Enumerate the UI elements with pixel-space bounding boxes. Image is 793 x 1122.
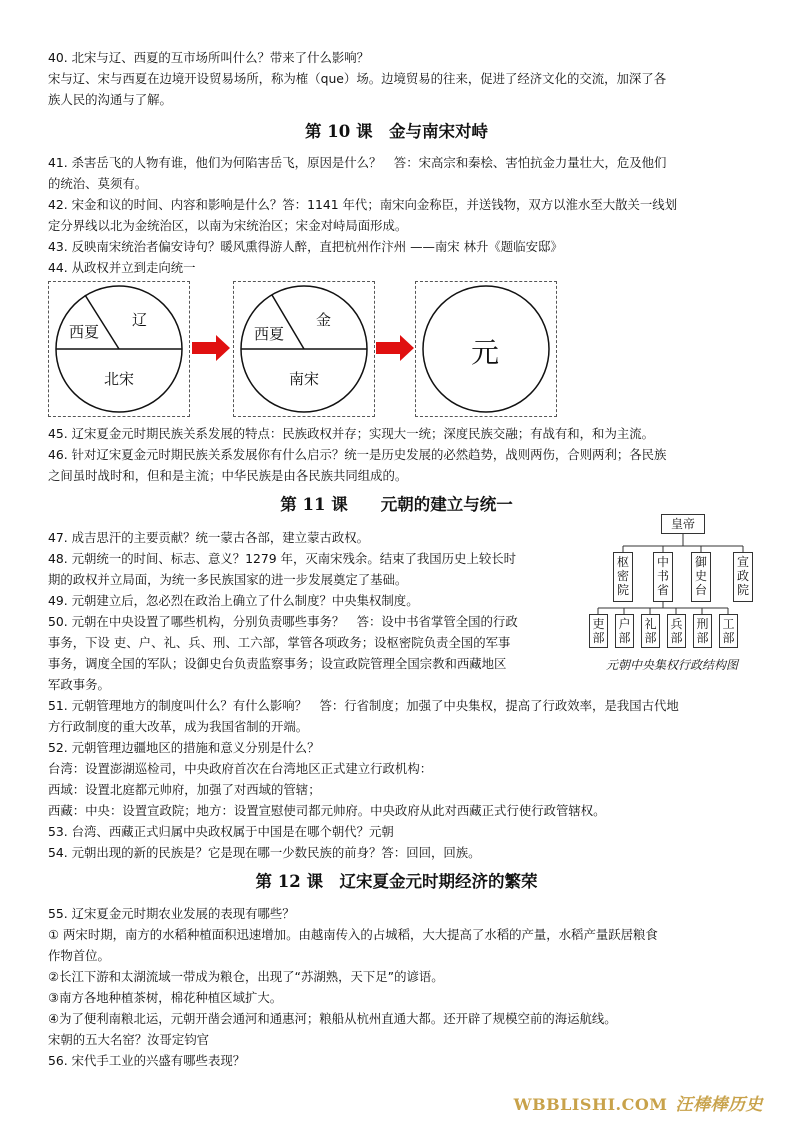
answer-55-2: ②长江下游和太湖流域一带成为粮仓，出现了“苏湖熟，天下足”的谚语。 bbox=[48, 969, 444, 984]
answer-55-3: ③南方各地种植茶树，棉花种植区域扩大。 bbox=[48, 990, 283, 1005]
org-libu-personnel: 吏部 bbox=[589, 614, 608, 648]
org-libu-rites: 礼部 bbox=[641, 614, 660, 648]
org-hubu: 户部 bbox=[615, 614, 634, 648]
question-49: 49. 元朝建立后，忽必烈在政治上确立了什么制度？中央集权制度。 bbox=[48, 593, 419, 608]
question-53: 53. 台湾、西藏正式归属中央政权属于中国是在哪个朝代？元朝 bbox=[48, 824, 394, 839]
question-41-line1: 41. 杀害岳飞的人物有谁，他们为何陷害岳飞，原因是什么？ 答：宋高宗和秦桧、害怕抗金力量壮大，危及他们 bbox=[48, 155, 667, 170]
arrow-right-icon bbox=[192, 335, 232, 361]
diagram-circle-song-liao-xixia bbox=[48, 281, 190, 417]
answer-55-4: ④为了便利南粮北运，元朝开凿会通河和通惠河；粮船从杭州直通大都。还开辟了规模空前的海运航线。 bbox=[48, 1011, 617, 1026]
question-55: 55. 辽宋夏金元时期农业发展的表现有哪些？ bbox=[48, 906, 295, 921]
question-52: 52. 元朝管理边疆地区的措施和意义分别是什么？ bbox=[48, 740, 320, 755]
lesson-12-title: 第 12 课 辽宋夏金元时期经济的繁荣 bbox=[255, 872, 538, 891]
question-45: 45. 辽宋夏金元时期民族关系发展的特点：民族政权并存；实现大一统；深度民族交融；有战有和，和为主流。 bbox=[48, 426, 655, 441]
diagram-circle-yuan bbox=[415, 281, 557, 417]
question-42-line1: 42. 宋金和议的时间、内容和影响是什么？答：1141 年代；南宋向金称臣，并送钱物，双方以淮水至大散关一线划 bbox=[48, 197, 678, 212]
org-xingbu: 刑部 bbox=[693, 614, 712, 648]
question-44: 44. 从政权并立到走向统一 bbox=[48, 260, 196, 275]
question-50-line1: 50. 元朝在中央设置了哪些机构，分别负责哪些事务？ 答：设中书省掌管全国的行政 bbox=[48, 614, 518, 629]
diagram-circle-nansong-jin-xixia bbox=[233, 281, 375, 417]
question-48-line2: 期的政权并立局面，为统一多民族国家的进一步发展奠定了基础。 bbox=[48, 572, 408, 587]
question-51-line1: 51. 元朝管理地方的制度叫什么？有什么影响？ 答：行省制度；加强了中央集权，提高了行政效率，是我国古代地 bbox=[48, 698, 679, 713]
answer-52-xizang: 西藏：中央：设置宣政院；地方：设置宣慰使司都元帅府。中央政府从此对西藏正式行使行政管辖权。 bbox=[48, 803, 606, 818]
answer-52-xiyu: 西域：设置北庭都元帅府，加强了对西域的管辖； bbox=[48, 782, 321, 797]
question-50-line4: 军政事务。 bbox=[48, 677, 110, 692]
question-46-line2: 之间虽时战时和，但和是主流；中华民族是由各民族共同组成的。 bbox=[48, 468, 408, 483]
org-yushitai: 御史台 bbox=[691, 552, 711, 602]
org-gongbu: 工部 bbox=[719, 614, 738, 648]
org-bingbu: 兵部 bbox=[667, 614, 686, 648]
label-xixia-2: 西夏 bbox=[254, 325, 285, 343]
yuan-central-admin-chart bbox=[583, 510, 779, 680]
org-chart-caption: 元朝中央集权行政结构图 bbox=[606, 658, 739, 672]
org-xuanzhengyuan: 宣政院 bbox=[733, 552, 753, 602]
org-zhongshusheng: 中书省 bbox=[653, 552, 673, 602]
lesson-10-title: 第 10 课 金与南宋对峙 bbox=[305, 122, 488, 141]
answer-55-kilns: 宋朝的五大名窑？汝哥定钧官 bbox=[48, 1032, 210, 1047]
question-51-line2: 方行政制度的重大改革，成为我国省制的开端。 bbox=[48, 719, 309, 734]
question-41-line2: 的统治、莫须有。 bbox=[48, 176, 148, 191]
footer-watermark bbox=[514, 1090, 763, 1115]
label-jin: 金 bbox=[316, 311, 332, 329]
question-50-line2: 事务，下设 吏、户、礼、兵、刑、工六部，掌管各项政务；设枢密院负责全国的军事 bbox=[48, 635, 511, 650]
answer-55-1-line2: 作物首位。 bbox=[48, 948, 110, 963]
question-46-line1: 46. 针对辽宋夏金元时期民族关系发展你有什么启示？统一是历史发展的必然趋势，战则两伤，合则两利；各民族 bbox=[48, 447, 667, 462]
answer-40-line1: 宋与辽、宋与西夏在边境开设贸易场所，称为榷（que）场。边境贸易的往来，促进了经济文化的交流，加深了各 bbox=[48, 71, 667, 86]
question-47: 47. 成吉思汗的主要贡献？统一蒙古各部，建立蒙古政权。 bbox=[48, 530, 370, 545]
answer-40-line2: 族人民的沟通与了解。 bbox=[48, 92, 172, 107]
answer-55-1-line1: ① 两宋时期，南方的水稻种植面积迅速增加。由越南传入的占城稻，大大提高了水稻的产量，水稻产量跃居粮食 bbox=[48, 927, 658, 942]
question-56: 56. 宋代手工业的兴盛有哪些表现？ bbox=[48, 1053, 246, 1068]
footer-signature: 汪棒棒历史 bbox=[675, 1095, 763, 1115]
org-shumiyuan: 枢密院 bbox=[613, 552, 633, 602]
question-48-line1: 48. 元朝统一的时间、标志、意义？1279 年，灭南宋残余。结束了我国历史上较长时 bbox=[48, 551, 517, 566]
question-40: 40. 北宋与辽、西夏的互市场所叫什么？带来了什么影响？ bbox=[48, 50, 370, 65]
label-nansong: 南宋 bbox=[289, 370, 320, 388]
question-50-line3: 事务，调度全国的军队；设御史台负责监察事务；设宣政院管理全国宗教和西藏地区 bbox=[48, 656, 507, 671]
label-yuan: 元 bbox=[471, 336, 500, 369]
org-emperor: 皇帝 bbox=[661, 514, 705, 534]
question-54: 54. 元朝出现的新的民族是？它是现在哪一少数民族的前身？答：回回，回族。 bbox=[48, 845, 481, 860]
label-liao: 辽 bbox=[132, 311, 148, 329]
label-xixia-1: 西夏 bbox=[69, 323, 100, 341]
label-beisong: 北宋 bbox=[104, 370, 135, 388]
arrow-right-icon bbox=[376, 335, 416, 361]
question-43: 43. 反映南宋统治者偏安诗句？暖风熏得游人醉，直把杭州作汴州 ——南宋 林升《题临安邸》 bbox=[48, 239, 563, 254]
answer-52-taiwan: 台湾：设置澎湖巡检司，中央政府首次在台湾地区正式建立行政机构： bbox=[48, 761, 433, 776]
lesson-11-title: 第 11 课 元朝的建立与统一 bbox=[280, 495, 513, 514]
footer-site: WBBLISHI.COM bbox=[513, 1095, 668, 1114]
question-42-line2: 定分界线以北为金统治区，以南为宋统治区；宋金对峙局面形成。 bbox=[48, 218, 408, 233]
